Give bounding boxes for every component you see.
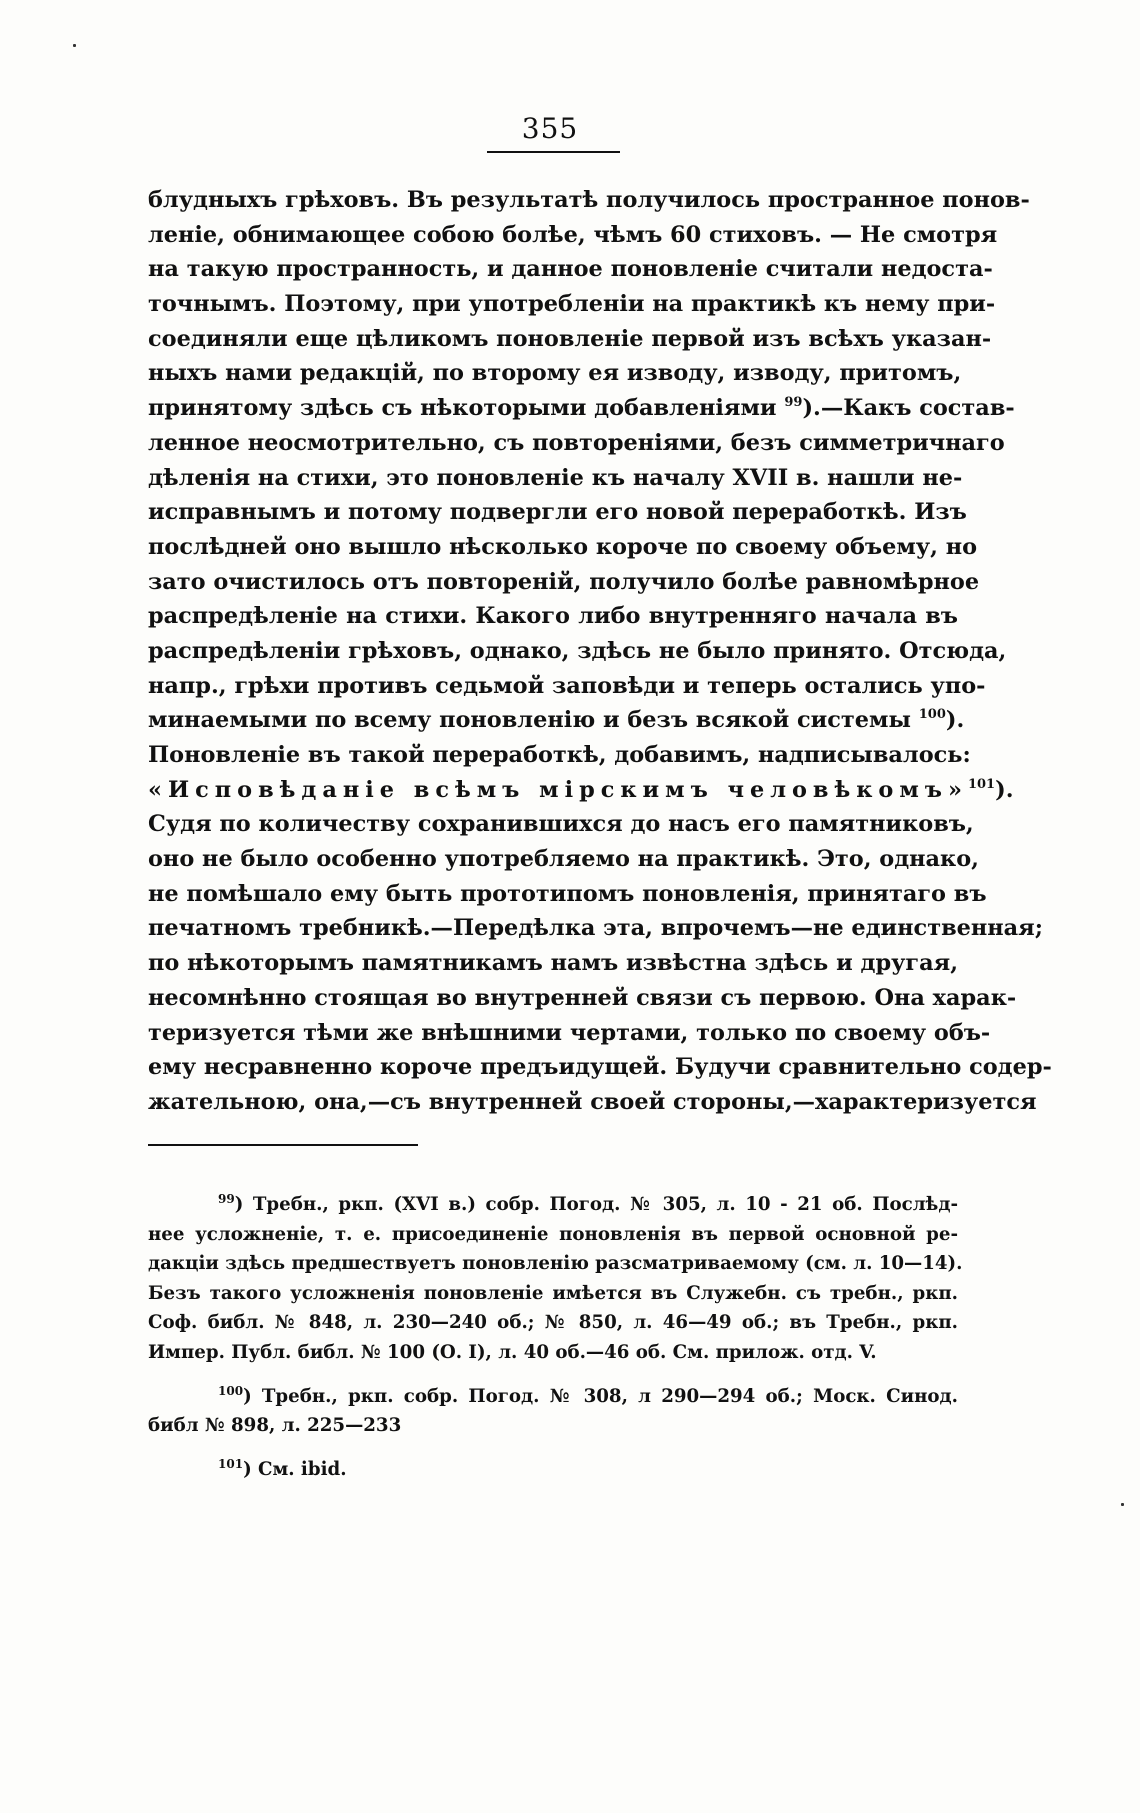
text-segment: ). [945, 707, 965, 734]
text-line: Судя по количеству сохранившихся до насъ его памятниковъ, [148, 811, 974, 838]
footnote-99-line: дакціи здѣсь предшествуетъ поновленію разсматриваемому (см. л. 10—14). [148, 1253, 963, 1275]
footnote-ref-101[interactable]: 101 [967, 776, 996, 792]
footnote-separator [148, 1144, 418, 1146]
text-line: ленное неосмотрительно, съ повтореніями, безъ симметричнаго [148, 429, 1005, 456]
text-line: леніе, обнимающее собою болѣе, чѣмъ 60 стиховъ. — Не смотря [148, 221, 998, 248]
text-line: ныхъ нами редакцій, по второму ея изводу, изводу, притомъ, [148, 360, 962, 387]
footnote-99-line [148, 1190, 958, 1220]
text-line: ему несравненно короче предъидущей. Будучи сравнительно содер- [148, 1054, 1052, 1081]
scan-speck [1121, 1503, 1124, 1506]
footnote-text: ) См. ibid. [243, 1458, 347, 1480]
footnote-mark-100: 100 [218, 1383, 244, 1398]
main-text [148, 183, 1052, 1120]
footnote-ref-99[interactable]: 99 [784, 395, 803, 411]
footnote-99-line: Безъ такого усложненія поновленіе имѣется въ Служебн. съ требн., ркп. [148, 1282, 958, 1304]
footnote-mark-101: 101 [218, 1456, 244, 1471]
text-line: точнымъ. Поэтому, при употребленіи на практикѣ къ нему при- [148, 291, 996, 318]
text-segment: минаемыми по всему поновленію и безъ всякой системы [148, 707, 919, 734]
text-line: на такую пространность, и данное поновленіе считали недоста- [148, 256, 993, 283]
text-line: распредѣленіи грѣховъ, однако, здѣсь не было принято. Отсюда, [148, 637, 1007, 664]
text-line [148, 773, 1014, 808]
text-segment: ). [995, 776, 1014, 803]
text-segment: принятому здѣсь съ нѣкоторыми добавленіями [148, 395, 785, 422]
footnote-ref-100[interactable]: 100 [918, 707, 946, 723]
header-rule [487, 151, 620, 153]
footnote-gap [148, 1368, 958, 1382]
footnote-100-line [148, 1382, 958, 1412]
text-line: зато очистилось отъ повтореній, получило болѣе равномѣрное [148, 568, 980, 595]
text-line: напр., грѣхи противъ седьмой заповѣди и теперь остались упо- [148, 672, 986, 699]
title-quote: «Исповѣданіе всѣмъ мірскимъ человѣкомъ» [148, 776, 968, 803]
page-number: 355 [521, 112, 579, 145]
text-line: несомнѣнно стоящая во внутренней связи съ первою. Она харак- [148, 984, 1017, 1011]
text-line: оно не было особенно употребляемо на практикѣ. Это, однако, [148, 846, 979, 873]
footnote-99-line: Соф. библ. № 848, л. 230—240 об.; № 850, л. 46—49 об.; въ Требн., ркп. [148, 1312, 958, 1334]
text-line: Поновленіе въ такой переработкѣ, добавимъ, надписывалось: [148, 742, 971, 768]
footnote-100-line: библ № 898, л. 225—233 [148, 1415, 402, 1437]
text-line: дѣленія на стихи, это поновленіе къ началу XVII в. нашли не- [148, 464, 963, 491]
text-line [148, 703, 965, 738]
footnote-gap [148, 1441, 958, 1455]
footnote-99-line: нее усложненіе, т. е. присоединеніе поновленія въ первой основной ре- [148, 1223, 958, 1245]
text-line: послѣдней оно вышло нѣсколько короче по своему объему, но [148, 533, 978, 560]
text-line: блудныхъ грѣховъ. Въ результатѣ получилось пространное понов- [148, 187, 1030, 213]
text-line: по нѣкоторымъ памятникамъ намъ извѣстна здѣсь и другая, [148, 950, 958, 977]
footnote-text: ) Требн., ркп. (XVI в.) собр. Погод. № 305, л. 10 - 21 об. Послѣд- [234, 1194, 958, 1215]
text-line: исправнымъ и потому подвергли его новой переработкѣ. Изъ [148, 499, 967, 526]
footnote-101-line [148, 1455, 958, 1485]
text-line: теризуется тѣми же внѣшними чертами, только по своему объ- [148, 1019, 991, 1046]
footnote-mark-99: 99 [218, 1192, 235, 1206]
text-line [148, 391, 1015, 426]
text-line: распредѣленіе на стихи. Какого либо внутренняго начала въ [148, 603, 958, 630]
footnote-text: ) Требн., ркп. собр. Погод. № 308, л 290—294 об.; Моск. Синод. [243, 1385, 958, 1407]
footnote-99-line: Импер. Публ. библ. № 100 (О. I), л. 40 об.—46 об. См. прилож. отд. V. [148, 1341, 877, 1363]
text-line: соединяли еще цѣликомъ поновленіе первой изъ всѣхъ указан- [148, 325, 992, 352]
text-line: жательною, она,—съ внутренней своей стороны,—характеризуется [148, 1088, 1037, 1115]
text-line: не помѣшало ему быть прототипомъ поновленія, принятаго въ [148, 880, 987, 907]
footnotes [148, 1190, 963, 1484]
text-segment: ).—Какъ состав- [802, 395, 1015, 422]
text-line: печатномъ требникѣ.—Передѣлка эта, впрочемъ—не единственная; [148, 915, 1043, 942]
scan-speck [73, 44, 76, 47]
